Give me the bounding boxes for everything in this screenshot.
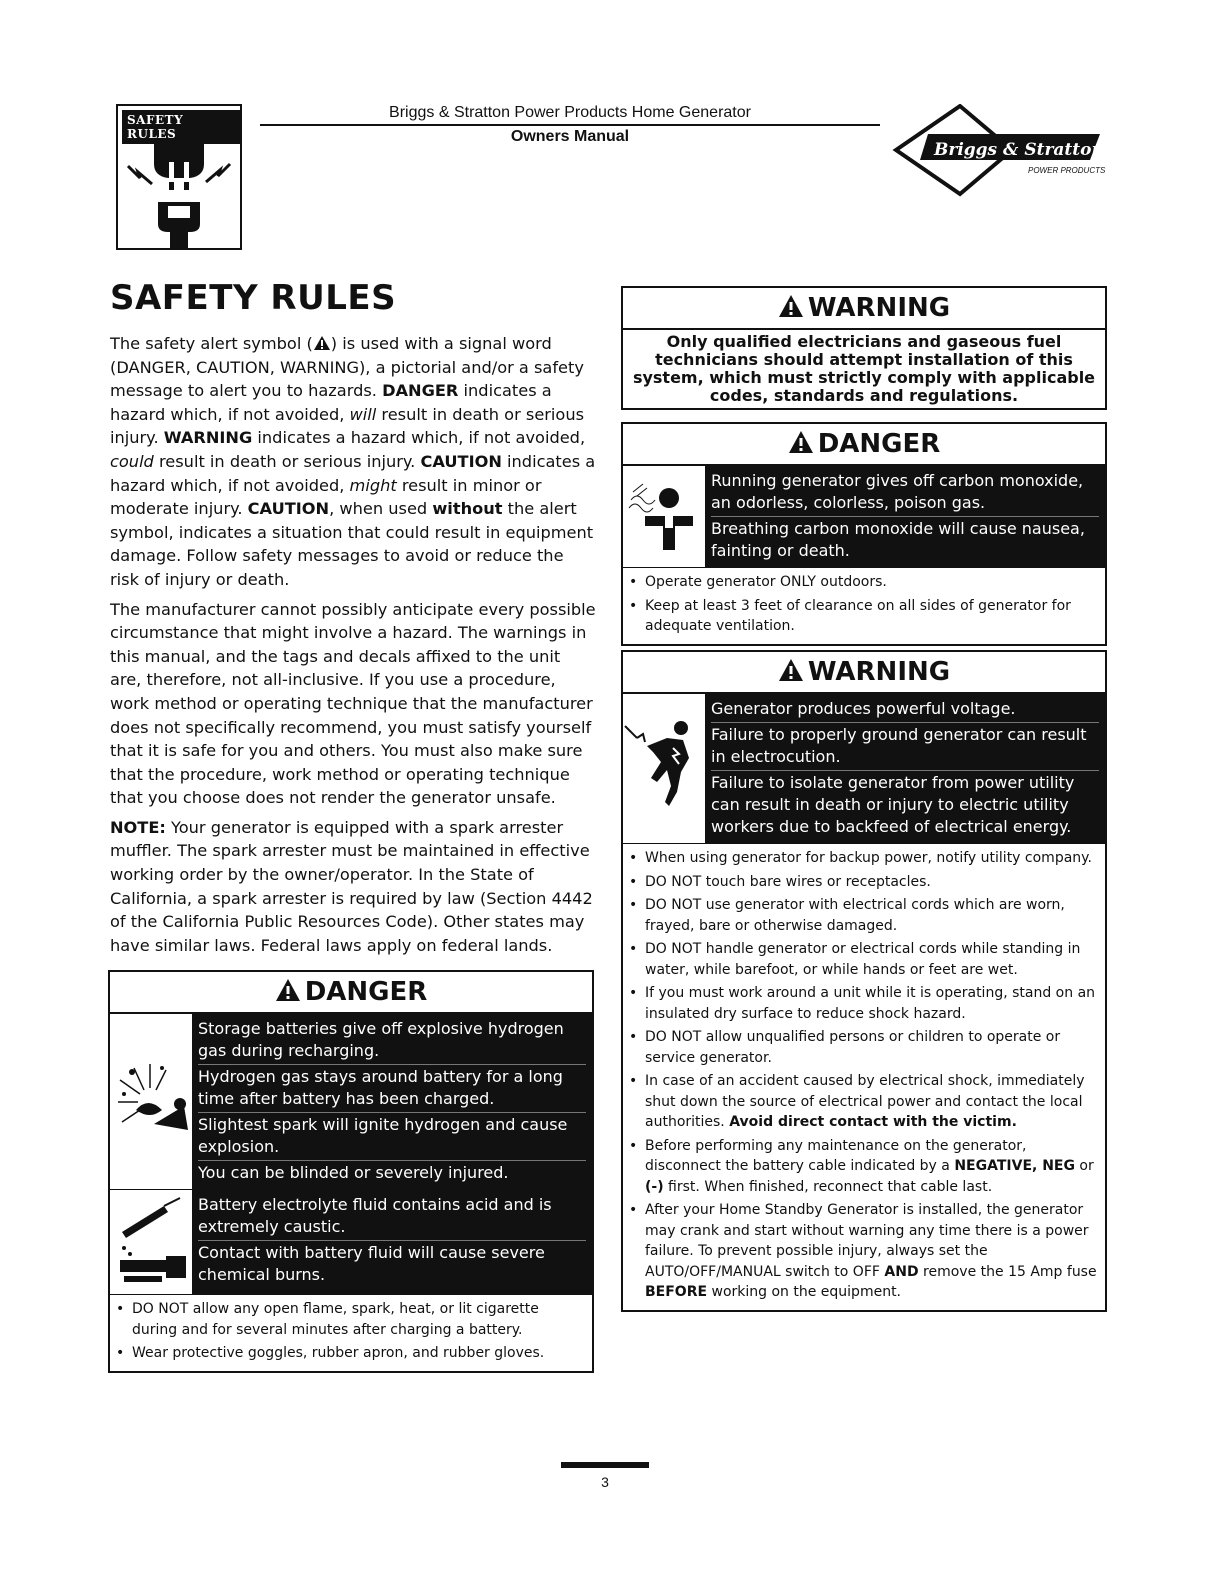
electrical-precautions-list <box>623 844 1105 1310</box>
intro-text <box>110 332 596 963</box>
battery-danger-header: DANGER <box>110 972 592 1014</box>
briggs-stratton-logo <box>890 104 1110 204</box>
explosion-icon <box>110 1014 192 1189</box>
electrocution-hazard-row <box>623 694 1105 844</box>
safety-rules-icon-box <box>116 104 242 250</box>
list-item: • DO NOT allow unqualified persons or children to operate or service generator. <box>627 1027 1099 1068</box>
list-item: • When using generator for backup power, notify utility company. <box>627 848 1099 869</box>
hazard-line: Battery electrolyte fluid contains acid and is extremely caustic. <box>198 1195 552 1236</box>
hazard-line: Running generator gives off carbon monoxide, an odorless, colorless, poison gas. <box>711 471 1084 512</box>
hazard-line: You can be blinded or severely injured. <box>198 1160 586 1186</box>
header-rule <box>260 124 880 126</box>
electrical-warning-header: WARNING <box>623 652 1105 694</box>
hazard-line: Hydrogen gas stays around battery for a long time after battery has been charged. <box>198 1064 586 1112</box>
safety-rules-tab: SAFETY RULES <box>122 110 240 144</box>
alert-triangle-icon <box>275 978 301 1002</box>
hazard-line: Failure to properly ground generator can result in electrocution. <box>711 722 1099 770</box>
hazard-line: Storage batteries give off explosive hydrogen gas during recharging. <box>198 1019 564 1060</box>
logo-subtext: POWER PRODUCTS <box>1028 166 1106 175</box>
page-title: SAFETY RULES <box>110 278 397 318</box>
hazard-line: Generator produces powerful voltage. <box>711 699 1016 718</box>
document-subtitle: Owners Manual <box>510 128 630 145</box>
electrocution-icon <box>623 694 705 843</box>
electrical-warning-box <box>621 650 1107 1312</box>
list-item: • Before performing any maintenance on the generator, disconnect the battery cable indicated by a NEGATIVE, NEG or (-) first. When finished, reconnect that cable last. <box>627 1136 1099 1198</box>
acid-hazard-row <box>110 1190 592 1295</box>
explosion-hazard-row <box>110 1014 592 1190</box>
co-precautions-list <box>623 568 1105 644</box>
list-item: • DO NOT touch bare wires or receptacles. <box>627 872 1099 893</box>
alert-triangle-icon <box>788 430 814 454</box>
list-item: • If you must work around a unit while it is operating, stand on an insulated dry surface to reduce shock hazard. <box>627 983 1099 1024</box>
explosion-hazard-text <box>192 1014 592 1189</box>
co-danger-header: DANGER <box>623 424 1105 466</box>
co-hazard-row <box>623 466 1105 568</box>
electrocution-hazard-text <box>705 694 1105 843</box>
carbon-monoxide-danger-box <box>621 422 1107 646</box>
alert-triangle-icon <box>778 294 804 318</box>
installation-warning-text: Only qualified electricians and gaseous fuel technicians should attempt installation of this system, which must strictly comply with applicable codes, standards and regulations. <box>632 332 1096 405</box>
page-number: 3 <box>601 1474 609 1490</box>
hazard-line: Contact with battery fluid will cause severe chemical burns. <box>198 1240 586 1288</box>
list-item: • DO NOT use generator with electrical cords which are worn, frayed, bare or otherwise damaged. <box>627 895 1099 936</box>
list-item: • Wear protective goggles, rubber apron, and rubber gloves. <box>114 1343 586 1364</box>
acid-burn-icon <box>110 1190 192 1294</box>
battery-danger-box <box>108 970 594 1373</box>
toxic-gas-icon <box>623 466 705 567</box>
hazard-line: Breathing carbon monoxide will cause nausea, fainting or death. <box>711 516 1099 564</box>
alert-symbol-icon <box>313 335 331 351</box>
paragraph-manufacturer: The manufacturer cannot possibly anticipate every possible circumstance that might involve a hazard. The warnings in this manual, and the tags and decals affixed to the unit are, therefore, not all-inclusive. If you use a procedure, work method or operating technique that the manufacturer does not specifically recommend, you must satisfy yourself that it is safe for you and others. You must also make sure that the procedure, work method or operating technique that you choose does not render the generator unsafe. <box>110 599 596 808</box>
alert-triangle-icon <box>778 658 804 682</box>
list-item: • DO NOT allow any open flame, spark, heat, or lit cigarette during and for several minutes after charging a battery. <box>114 1299 586 1340</box>
list-item: • In case of an accident caused by electrical shock, immediately shut down the source of electrical power and contact the local authorities. Avoid direct contact with the victim. <box>627 1071 1099 1133</box>
page-footer-bar <box>561 1462 649 1468</box>
logo-wordmark: Briggs & Stratton <box>934 140 1104 160</box>
hazard-line: Slightest spark will ignite hydrogen and cause explosion. <box>198 1112 586 1160</box>
document-title: Briggs & Stratton Power Products Home Generator <box>389 104 751 121</box>
co-hazard-text <box>705 466 1105 567</box>
acid-hazard-text <box>192 1190 592 1294</box>
hazard-line: Failure to isolate generator from power utility can result in death or injury to electric utility workers due to backfeed of electrical energy. <box>711 770 1099 840</box>
battery-precautions-list <box>110 1295 592 1371</box>
list-item: • DO NOT handle generator or electrical cords while standing in water, while barefoot, or while hands or feet are wet. <box>627 939 1099 980</box>
installation-warning-header: WARNING <box>623 288 1105 330</box>
list-item: • Keep at least 3 feet of clearance on all sides of generator for adequate ventilation. <box>627 596 1099 637</box>
paragraph-note: NOTE: Your generator is equipped with a spark arrester muffler. The spark arrester must be maintained in effective working order by the owner/operator. In the State of California, a spark arrester is required by law (Section 4442 of the California Public Resources Code). Other states may have similar laws. Federal laws apply on federal lands. <box>110 817 593 955</box>
installation-warning-box <box>621 286 1107 410</box>
list-item: • After your Home Standby Generator is installed, the generator may crank and start without warning any time there is a power failure. To prevent possible injury, always set the AUTO/OFF/MANUAL switch to OFF AND remove the 15 Amp fuse BEFORE working on the equipment. <box>627 1200 1099 1303</box>
list-item: • Operate generator ONLY outdoors. <box>627 572 1099 593</box>
paragraph-signal-words: The safety alert symbol ( ) is used with a signal word (DANGER, CAUTION, WARNING), a pictorial and/or a safety message to alert you to hazards. DANGER indicates a hazard which, if not avoided, will result in death or serious injury. WARNING indicates a hazard which, if not avoided, could result in death or serious injury. CAUTION indicates a hazard which, if not avoided, might result in minor or moderate injury. CAUTION, when used without the alert symbol, indicates a situation that could result in equipment damage. Follow safety messages to avoid or reduce the risk of injury or death. <box>110 334 596 589</box>
